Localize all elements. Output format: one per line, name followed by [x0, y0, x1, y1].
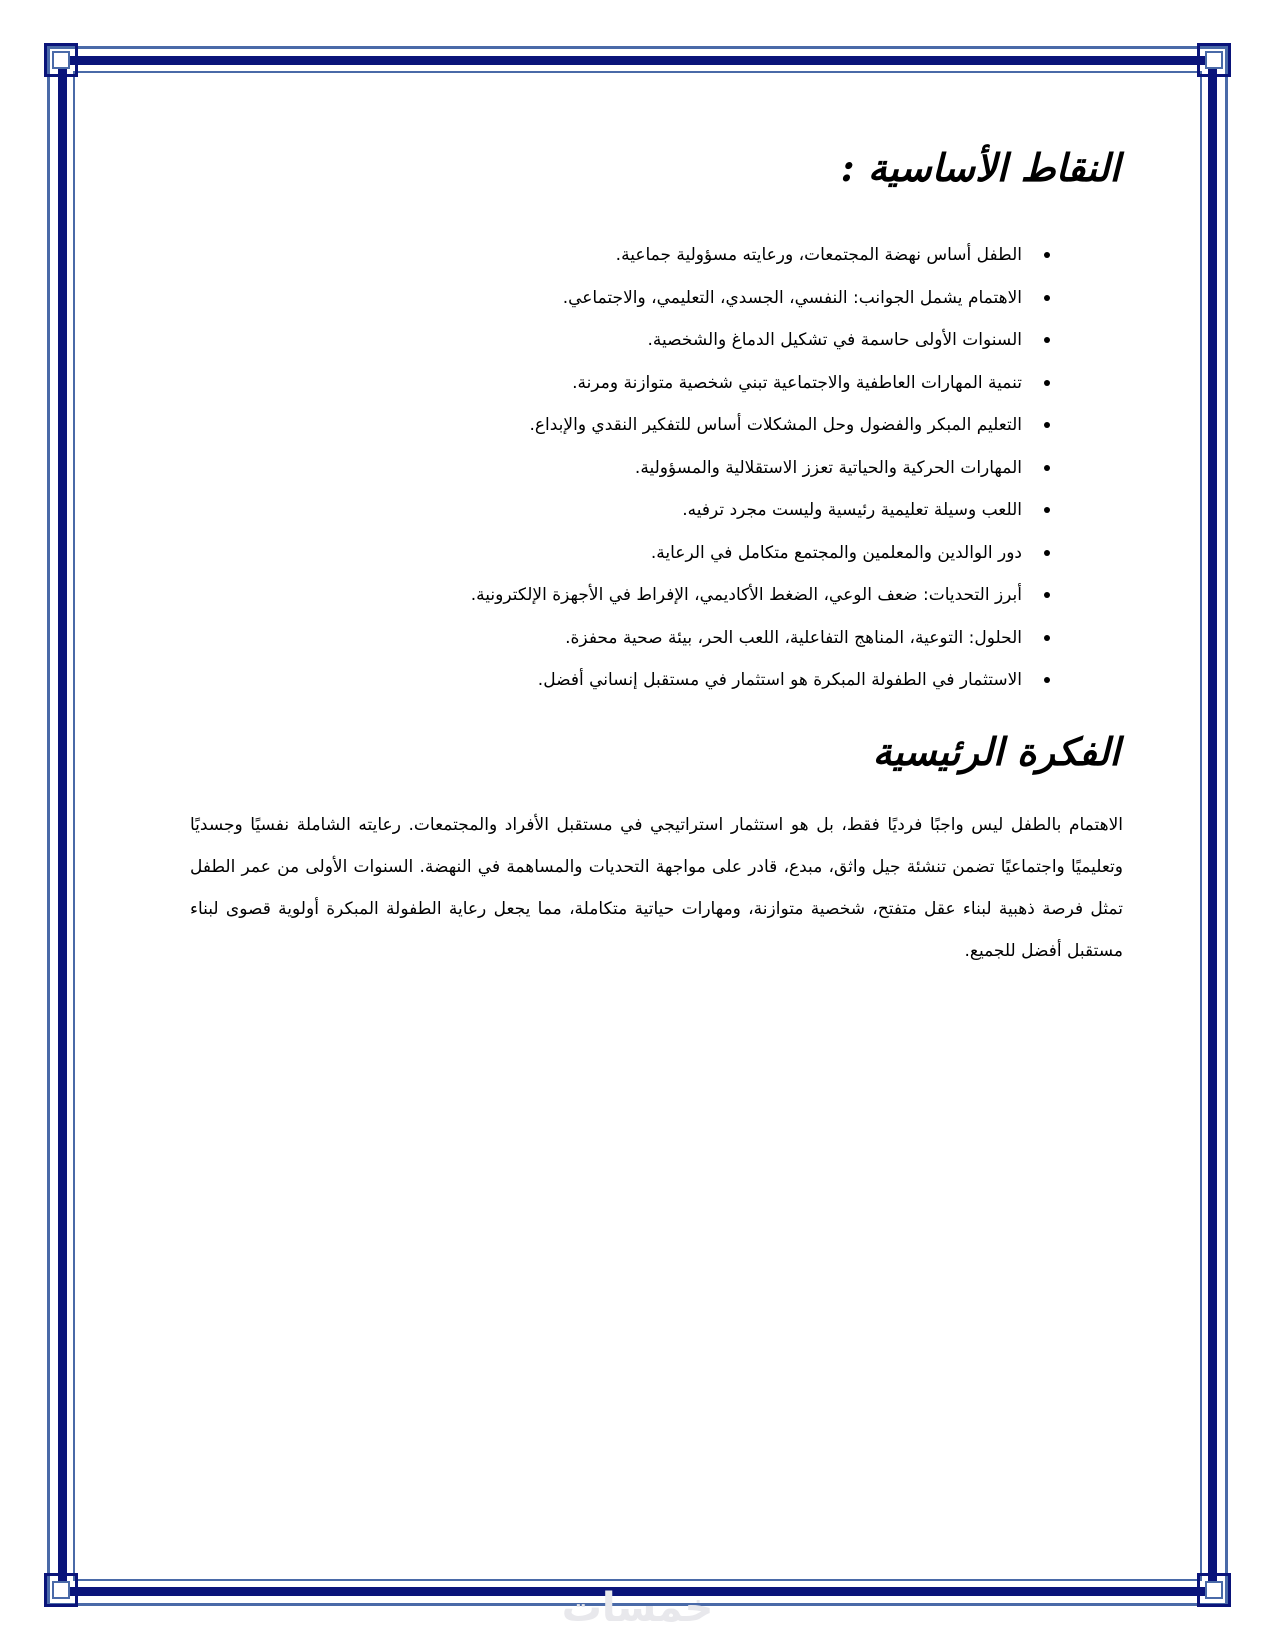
- bullet-icon: [1044, 422, 1050, 428]
- border-corner-ornament-top-right: [1197, 43, 1231, 77]
- watermark-logo: خمسات: [561, 1585, 714, 1631]
- key-point-text: الاستثمار في الطفولة المبكرة هو استثمار في مستقبل إنساني أفضل.: [537, 670, 1022, 690]
- bullet-icon: [1044, 465, 1050, 471]
- key-point-text: دور الوالدين والمعلمين والمجتمع متكامل في الرعاية.: [650, 542, 1022, 563]
- key-point-item: [190, 362, 1050, 405]
- document-content: [190, 140, 1125, 972]
- key-point-item: [190, 277, 1050, 320]
- bullet-icon: [1044, 295, 1050, 301]
- key-point-item: [190, 447, 1050, 490]
- border-corner-ornament-top-left: [44, 43, 78, 77]
- key-point-text: أبرز التحديات: ضعف الوعي، الضغط الأكاديمي، الإفراط في الأجهزة الإلكترونية.: [470, 585, 1022, 605]
- bullet-icon: [1044, 592, 1050, 598]
- bullet-icon: [1044, 550, 1050, 556]
- bullet-icon: [1044, 337, 1050, 343]
- key-point-text: السنوات الأولى حاسمة في تشكيل الدماغ والشخصية.: [647, 330, 1022, 350]
- key-point-item: [190, 319, 1050, 362]
- key-point-item: [190, 574, 1050, 617]
- key-point-item: [190, 404, 1050, 447]
- main-idea-heading: الفكرة الرئيسية: [872, 728, 1120, 774]
- key-point-text: اللعب وسيلة تعليمية رئيسية وليست مجرد ترفيه.: [682, 500, 1022, 520]
- key-points-heading: النقاط الأساسية :: [840, 145, 1120, 190]
- bullet-icon: [1044, 677, 1050, 683]
- key-point-item: [190, 234, 1050, 277]
- main-idea-paragraph: الاهتمام بالطفل ليس واجبًا فرديًا فقط، بل هو استثمار استراتيجي في مستقبل الأفراد والمجتمعات. رعايته الشاملة نفسيًا وجسديًا وتعليميًا واجتماعيًا تضمن تنشئة جيل واثق، مبدع، قادر على مواجهة التحديات والمساهمة في النهضة. السنوات الأولى من عمر الطفل تمثل فرصة ذهبية لبناء عقل متفتح، شخصية متوازنة، ومهارات حياتية متكاملة، مما يجعل رعاية الطفولة المبكرة أولوية قصوى لبناء مستقبل أفضل للجميع.: [190, 814, 1123, 961]
- bullet-icon: [1044, 635, 1050, 641]
- key-points-list: [190, 234, 1125, 702]
- key-point-text: المهارات الحركية والحياتية تعزز الاستقلالية والمسؤولية.: [634, 457, 1022, 478]
- bullet-icon: [1044, 380, 1050, 386]
- key-point-item: [190, 489, 1050, 532]
- key-point-text: الطفل أساس نهضة المجتمعات، ورعايته مسؤولية جماعية.: [615, 245, 1022, 265]
- key-point-text: الاهتمام يشمل الجوانب: النفسي، الجسدي، التعليمي، والاجتماعي.: [562, 287, 1022, 308]
- key-point-item: [190, 617, 1050, 660]
- bullet-icon: [1044, 252, 1050, 258]
- key-point-text: التعليم المبكر والفضول وحل المشكلات أساس للتفكير النقدي والإبداع.: [529, 415, 1022, 435]
- key-point-item: [190, 659, 1050, 702]
- key-point-item: [190, 532, 1050, 575]
- key-point-text: تنمية المهارات العاطفية والاجتماعية تبني شخصية متوازنة ومرنة.: [572, 372, 1022, 393]
- key-point-text: الحلول: التوعية، المناهج التفاعلية، اللعب الحر، بيئة صحية محفزة.: [565, 627, 1022, 648]
- bullet-icon: [1044, 507, 1050, 513]
